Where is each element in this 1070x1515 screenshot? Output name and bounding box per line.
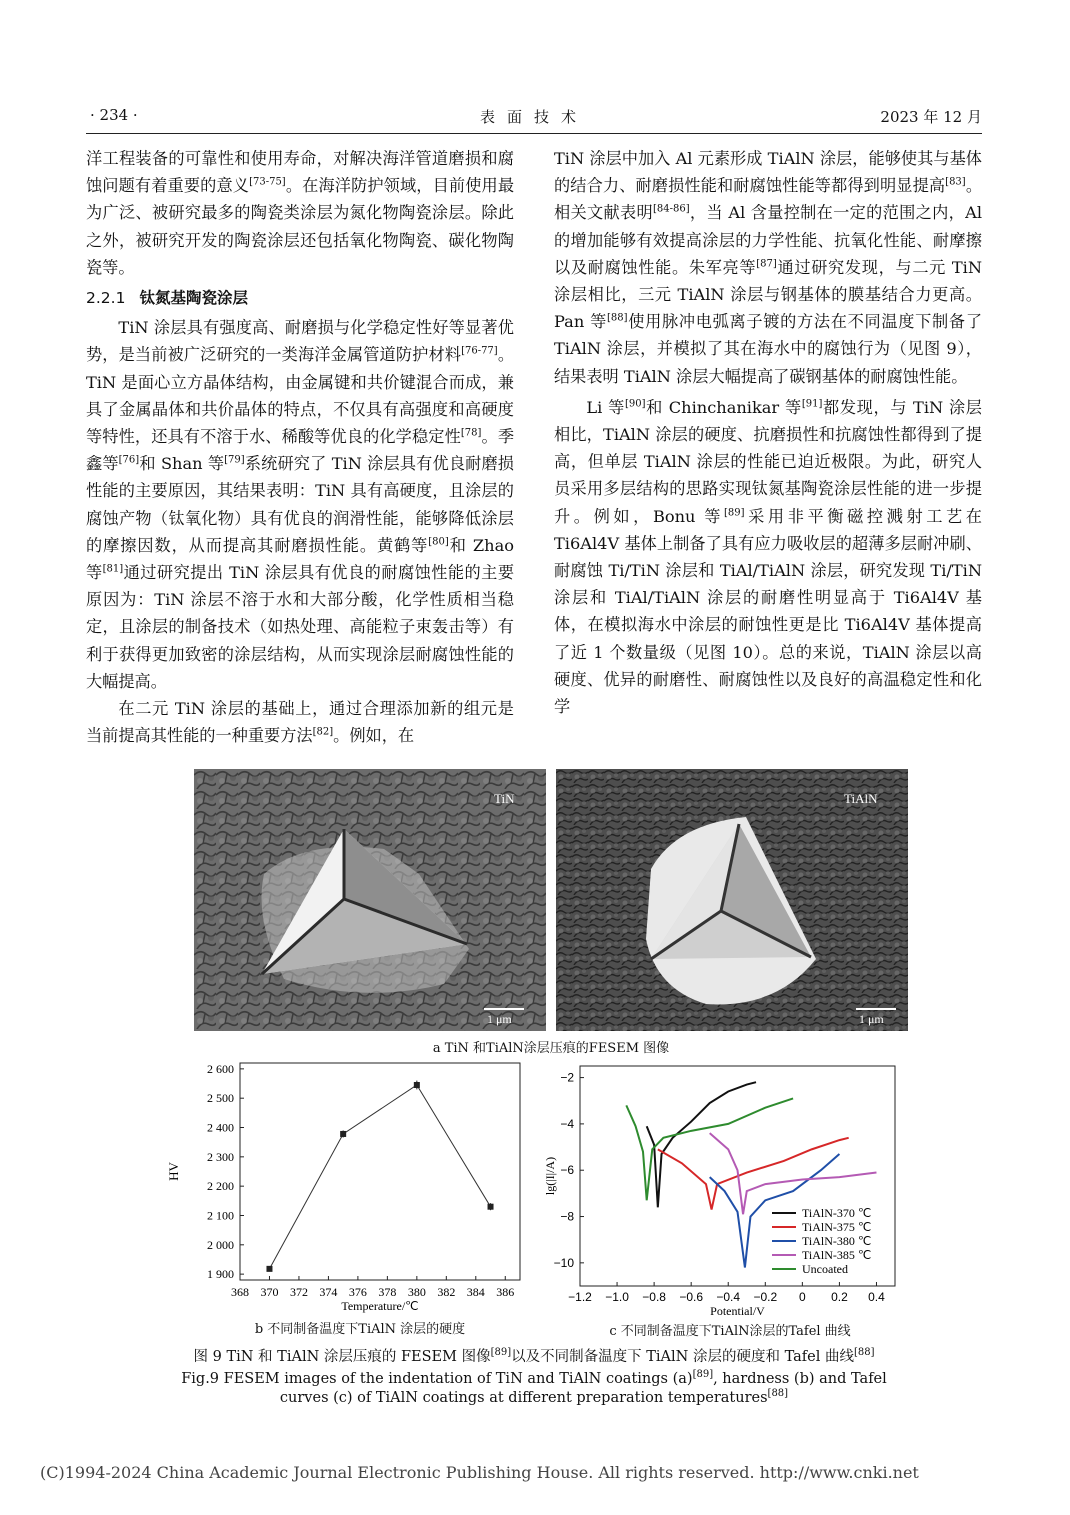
series-line [710, 1133, 877, 1214]
figure-caption-en-line1: Fig.9 FESEM images of the indentation of TiN and TiAlN coatings (a)[89], hardness (b) and Tafel [181, 1369, 887, 1387]
y-tick-label: −8 [560, 1209, 574, 1224]
legend-label: TiAlN-370 ℃ [802, 1206, 872, 1220]
y-tick-label: 2 000 [207, 1237, 234, 1252]
journal-title: 表面技术 [479, 108, 588, 126]
hardness-chart [150, 1055, 530, 1320]
figure-caption-en-line2: curves (c) of TiAlN coatings at different preparation temperatures[88] [279, 1388, 789, 1406]
paragraph: 在二元 TiN 涂层的基础上，通过合理添加新的组元是当前提高其性能的一种重要方法[82]。例如，在 [86, 699, 514, 746]
y-axis-label: HV [166, 1162, 181, 1181]
right-column [554, 145, 982, 720]
legend-label: TiAlN-385 ℃ [802, 1248, 872, 1262]
tafel-chart [540, 1058, 910, 1320]
sem-label-tin: TiN [494, 791, 515, 806]
x-axis-label: Temperature/℃ [341, 1299, 419, 1313]
x-tick-label: 0.2 [831, 1290, 848, 1304]
sem-label-tialn: TiAlN [844, 791, 878, 806]
legend-label: Uncoated [802, 1262, 848, 1276]
issue-date: 2023 年 12 月 [880, 108, 982, 126]
x-tick-label: 380 [407, 1285, 426, 1299]
x-tick-label: −0.2 [753, 1290, 778, 1304]
section-heading: 2.2.1 钛氮基陶瓷涂层 [86, 289, 248, 308]
y-tick-label: −10 [553, 1255, 574, 1270]
caption-c: c 不同制备温度下TiAlN涂层的Tafel 曲线 [609, 1324, 851, 1339]
y-tick-label: 2 200 [207, 1179, 234, 1194]
x-tick-label: −1.0 [605, 1290, 629, 1304]
y-tick-label: 2 100 [207, 1208, 234, 1223]
y-tick-label: 1 900 [207, 1267, 234, 1282]
sem-image-tin [194, 769, 546, 1031]
header-rule [86, 133, 982, 134]
x-tick-label: 382 [437, 1285, 456, 1299]
page-number: · 234 · [90, 106, 138, 124]
x-tick-label: −0.8 [642, 1290, 666, 1304]
x-axis-label: Potential/V [710, 1304, 765, 1318]
plot-frame [240, 1063, 520, 1280]
caption-b: b 不同制备温度下TiAlN 涂层的硬度 [254, 1322, 466, 1337]
y-tick-label: −4 [560, 1116, 574, 1131]
y-tick-label: 2 600 [207, 1061, 234, 1076]
x-tick-label: 370 [260, 1285, 279, 1299]
copyright-footer: (C)1994-2024 China Academic Journal Electronic Publishing House. All rights reserved. http://www.cnki.net [40, 1463, 919, 1482]
x-tick-label: 376 [348, 1285, 367, 1299]
y-tick-label: −6 [560, 1163, 574, 1178]
left-column [86, 145, 514, 749]
scale-label: 1 μm [487, 1012, 512, 1026]
x-tick-label: 374 [319, 1285, 338, 1299]
paragraph: TiN 涂层中加入 Al 元素形成 TiAlN 涂层，能够使其与基体的结合力、耐磨损性能和耐腐蚀性能等都得到明显提高[83]。相关文献表明[84-86]，当 Al 含量控制在一定的范围之内，Al 的增加能够有效提高涂层的力学性能、抗氧化性能、耐摩擦以及耐腐蚀性能。朱军亮等[87]通过研究发现，与二元 TiN 涂层相比，三元 TiAlN 涂层与钢基体的膜基结合力更高。Pan 等[88]使用脉冲电弧离子镀的方法在不同温度下制备了 TiAlN 涂层，并模拟了其在海水中的腐蚀行为（见图 9），结果表明 TiAlN 涂层大幅提高了碳钢基体的耐腐蚀性能。 [554, 149, 983, 386]
x-tick-label: 368 [231, 1285, 249, 1299]
paragraph: Li 等[90]和 Chinchanikar 等[91]都发现，与 TiN 涂层相比，TiAlN 涂层的硬度、抗磨损性和抗腐蚀性都得到了提高，但单层 TiAlN 涂层的性能已迫近极限。为此，研究人员采用多层结构的思路实现钛氮基陶瓷涂层性能的进一步提升。例如，Bonu 等[89]采用非平衡磁控溅射工艺在 Ti6Al4V 基体上制备了具有应力吸收层的超薄多层耐冲刷、耐腐蚀 Ti/TiN 涂层和 TiAl/TiAlN 涂层，研究发现 Ti/TiN 涂层和 TiAl/TiAlN 涂层的耐磨性明显高于 Ti6Al4V 基体，在模拟海水中涂层的耐蚀性更是比 Ti6Al4V 基体提高了近 1 个数量级（见图 10）。总的来说，TiAlN 涂层以高硬度、优异的耐磨性、耐腐蚀性以及良好的高温稳定性和化学 [554, 397, 982, 717]
data-point [340, 1131, 346, 1137]
figure-caption-cn: 图 9 TiN 和 TiAlN 涂层压痕的 FESEM 图像[89]以及不同制备温度下 TiAlN 涂层的硬度和 Tafel 曲线[88] [193, 1347, 875, 1365]
sem-image-tialn [556, 769, 908, 1031]
data-point [414, 1082, 420, 1088]
x-tick-label: 378 [378, 1285, 397, 1299]
y-tick-label: 2 500 [207, 1091, 234, 1106]
x-tick-label: 386 [496, 1285, 515, 1299]
caption-a: a TiN 和TiAlN涂层压痕的FESEM 图像 [432, 1041, 670, 1056]
data-point [266, 1266, 272, 1272]
legend-label: TiAlN-380 ℃ [802, 1234, 872, 1248]
series-line [626, 1098, 793, 1200]
legend-label: TiAlN-375 ℃ [802, 1220, 872, 1234]
hardness-line [269, 1085, 490, 1269]
x-tick-label: −0.6 [679, 1290, 704, 1304]
x-tick-label: −1.2 [568, 1290, 592, 1304]
paragraph: TiN 涂层具有强度高、耐磨损与化学稳定性好等显著优势，是当前被广泛研究的一类海洋金属管道防护材料[76-77]。TiN 是面心立方晶体结构，由金属键和共价键混合而成，兼具了金属晶体和共价晶体的特点，不仅具有高强度和高硬度等特性，还具有不溶于水、稀酸等优良的化学稳定性[78]。季鑫等[76]和 Shan 等[79]系统研究了 TiN 涂层具有优良耐磨损性能的主要原因，其结果表明：TiN 具有高硬度，且涂层的腐蚀产物（钛氧化物）具有优良的润滑性能，能够降低涂层的摩擦因数，从而提高其耐磨损性能。黄鹤等[80]和 Zhao 等[81]通过研究提出 TiN 涂层具有优良的耐腐蚀性能的主要原因为：TiN 涂层不溶于水和大部分酸，化学性质相当稳定，且涂层的制备技术（如热处理、高能粒子束轰击等）有利于获得更加致密的涂层结构，从而实现涂层耐腐蚀性能的大幅提高。 [86, 318, 515, 691]
series-line [658, 1138, 849, 1210]
y-tick-label: 2 400 [207, 1120, 234, 1135]
y-tick-label: 2 300 [207, 1149, 234, 1164]
x-tick-label: 384 [466, 1285, 485, 1299]
x-tick-label: 372 [289, 1285, 308, 1299]
running-header [86, 106, 982, 130]
y-tick-label: −2 [560, 1070, 574, 1085]
x-tick-label: 0.4 [868, 1290, 885, 1304]
y-axis-label: lg(|I|/A) [543, 1156, 557, 1196]
scale-label: 1 μm [859, 1012, 884, 1026]
x-tick-label: −0.4 [716, 1290, 741, 1304]
data-point [488, 1204, 494, 1210]
paragraph: 洋工程装备的可靠性和使用寿命，对解决海洋管道磨损和腐蚀问题有着重要的意义[73-75]。在海洋防护领域，目前使用最为广泛、被研究最多的陶瓷类涂层为氮化物陶瓷涂层。除此之外，被研究开发的陶瓷涂层还包括氧化物陶瓷、碳化物陶瓷等。 [86, 149, 515, 277]
x-tick-label: 0 [799, 1290, 806, 1304]
